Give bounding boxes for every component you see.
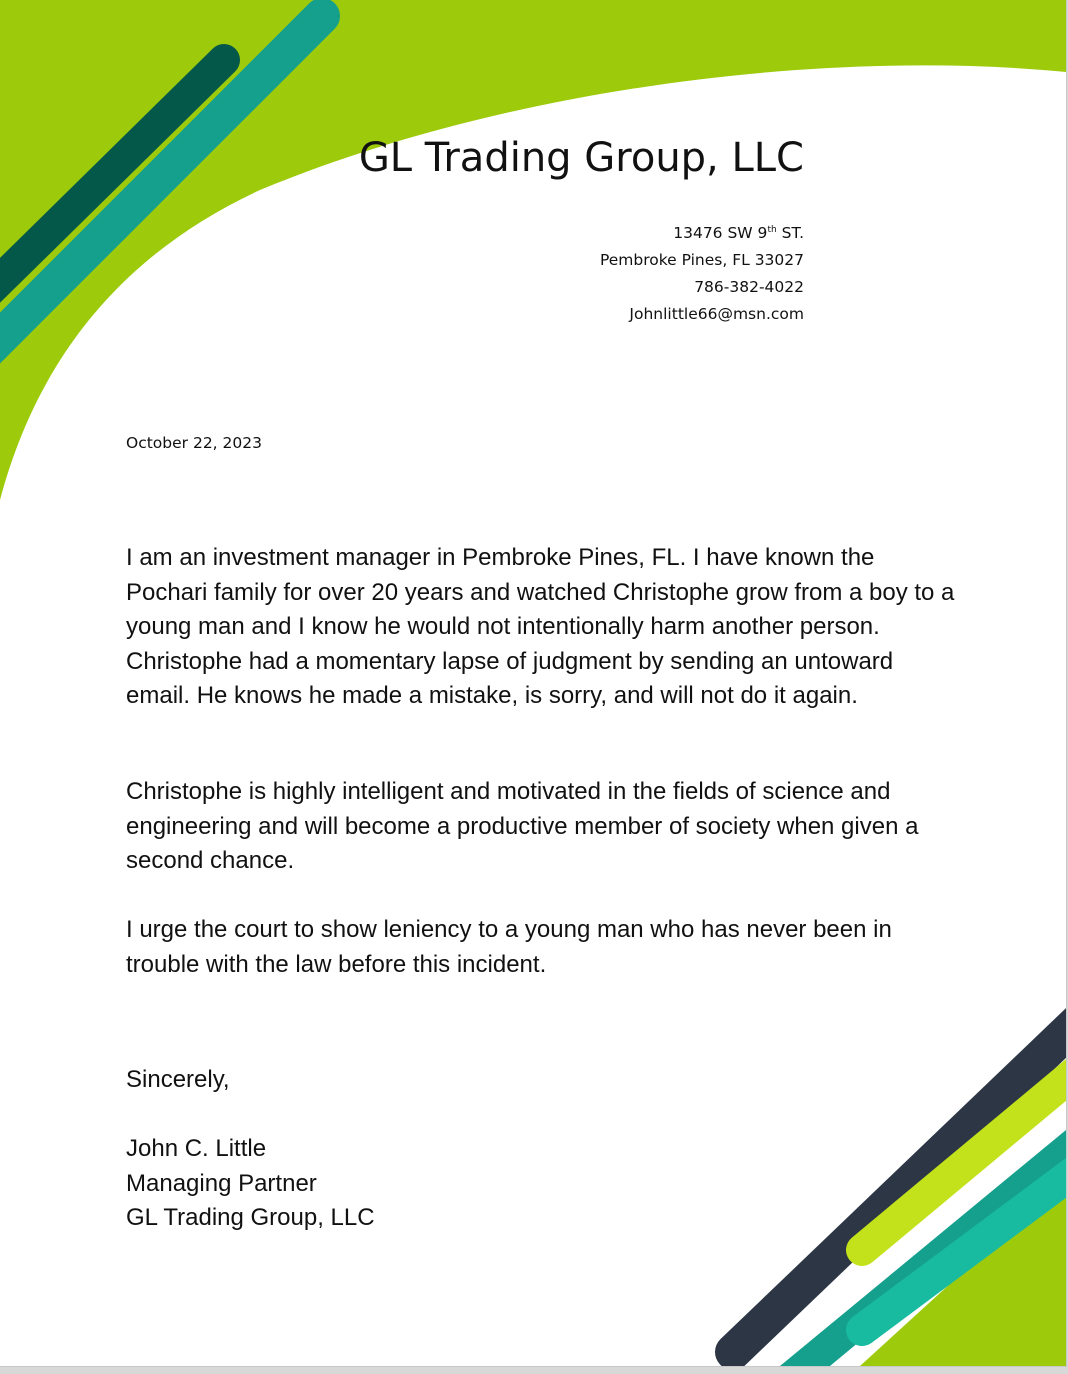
body-paragraph-2: Christophe is highly intelligent and motivated in the fields of science and engineering and will become a productive member of society when given a second chance. [126, 778, 919, 875]
signer-name: John C. Little [126, 1135, 267, 1162]
email-address: Johnlittle66@msn.com [629, 305, 804, 323]
city-state-zip: Pembroke Pines, FL 33027 [599, 251, 804, 269]
phone-number: 786-382-4022 [694, 278, 804, 296]
letter-date: October 22, 2023 [126, 434, 262, 452]
contact-block [520, 220, 804, 328]
signer-title: Managing Partner [126, 1169, 317, 1197]
signer-company: GL Trading Group, LLC [126, 1204, 375, 1232]
signature-block [126, 1132, 375, 1236]
company-name: GL Trading Group, LLC [358, 135, 804, 181]
closing-salutation: Sincerely, [126, 1066, 230, 1093]
street-address: 13476 SW 9th ST. [673, 224, 804, 242]
body-paragraph-1: I am an investment manager in Pembroke Pines, FL. I have known the Pochari family for over 20 years and watched Christophe grow from a boy to a young man and I know he would not intentionally harm another person. Christophe had a momentary lapse of judgment by sending an untoward email. He knows he made a mistake, is sorry, and will not do it again. [126, 544, 955, 710]
body-paragraph-3: I urge the court to show leniency to a young man who has never been in trouble with the law before this incident. [126, 916, 892, 978]
